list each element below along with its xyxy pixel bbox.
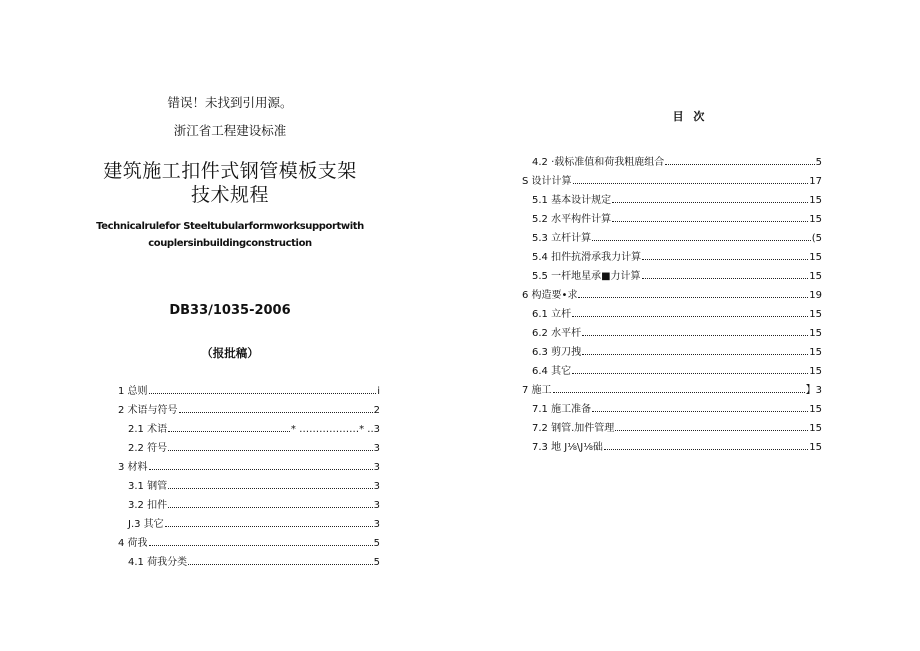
toc-dot-leader — [642, 270, 809, 279]
toc-dot-leader — [642, 251, 808, 260]
toc-entry-page: 15 — [809, 328, 822, 339]
toc-entry-page: 5 — [373, 557, 380, 568]
toc-dot-leader — [592, 232, 811, 241]
toc-entry-label: 5.5 一杆地星承■力计算 — [532, 271, 641, 282]
toc-entry[interactable] — [522, 381, 822, 400]
toc-entry-page: 3 — [373, 481, 380, 492]
toc-entry[interactable] — [522, 286, 822, 305]
draft-status: （报批稿） — [201, 346, 259, 360]
toc-entry[interactable] — [118, 515, 380, 534]
toc-entry[interactable] — [522, 343, 822, 362]
toc-dot-leader — [168, 480, 373, 489]
toc-dot-leader — [582, 327, 808, 336]
toc-entry-page: 3 — [373, 519, 380, 530]
toc-entry-page: 15 — [809, 442, 822, 453]
toc-dot-leader — [168, 423, 290, 432]
toc-entry-page: 5 — [815, 157, 822, 168]
toc-entry[interactable] — [522, 305, 822, 324]
toc-dot-leader — [604, 441, 808, 450]
toc-entry-page: 15 — [809, 214, 822, 225]
toc-entry[interactable] — [522, 438, 822, 457]
toc-entry-label: 6.4 其它 — [532, 366, 572, 377]
toc-entry-page: 3 — [373, 500, 380, 511]
toc-entry[interactable] — [118, 553, 380, 572]
english-title-line-1: Technicalrulefor Steeltubularformworksupportwith — [96, 221, 364, 232]
toc-title: 目 次 — [672, 110, 708, 123]
toc-dot-leader — [612, 213, 808, 222]
toc-dot-leader — [188, 556, 373, 565]
toc-dot-leader — [168, 442, 373, 451]
toc-entry-page: 17 — [809, 176, 822, 187]
toc-dot-leader — [572, 365, 808, 374]
english-title-line-2: couplersinbuildingconstruction — [148, 238, 312, 249]
organization-name: 浙江省工程建设标准 — [173, 123, 287, 138]
toc-entry-label: 2.2 符号 — [128, 443, 168, 454]
toc-entry-label: 3 材料 — [118, 462, 148, 473]
toc-entry-label: 3.2 扣件 — [128, 500, 168, 511]
toc-entry[interactable] — [522, 229, 822, 248]
toc-entry-label: J.3 其它 — [128, 519, 164, 530]
toc-entry[interactable] — [118, 496, 380, 515]
toc-entry-page: 19 — [809, 290, 822, 301]
toc-entry-label: 5.3 立杆计算 — [532, 233, 592, 244]
standard-code: DB33∕1035-2006 — [169, 303, 291, 318]
toc-entry[interactable] — [118, 534, 380, 553]
toc-entry[interactable] — [118, 420, 380, 439]
toc-entry-page: 15 — [809, 347, 822, 358]
toc-entry[interactable] — [522, 248, 822, 267]
toc-entry-page: 3 — [373, 443, 380, 454]
toc-entry-label: 3.1 钢管 — [128, 481, 168, 492]
toc-entry-label: 5.1 基本设计规定 — [532, 195, 612, 206]
toc-dot-leader — [168, 499, 373, 508]
toc-entry-label: S 设计计算 — [522, 176, 572, 187]
toc-dot-leader — [165, 518, 373, 527]
document-title-line-2: 技术规程 — [190, 184, 269, 206]
toc-entry-page: 15 — [809, 195, 822, 206]
toc-entry-label: 4.1 荷我分类 — [128, 557, 188, 568]
toc-dot-leader — [553, 384, 805, 393]
error-text: 错误！未找到引用源。 — [167, 95, 293, 110]
toc-list-left — [118, 382, 380, 572]
toc-entry[interactable] — [522, 324, 822, 343]
toc-dot-leader — [612, 194, 808, 203]
toc-entry[interactable] — [522, 153, 822, 172]
toc-dot-leader — [615, 422, 808, 431]
toc-entry-label: 5.2 水平构件计算 — [532, 214, 612, 225]
toc-entry-label: 6 构造要•求 — [522, 290, 578, 301]
toc-dot-leader — [149, 537, 373, 546]
toc-entry-page: 5 — [373, 538, 380, 549]
toc-entry-label: 2 术语与符号 — [118, 405, 178, 416]
toc-dot-leader — [572, 308, 808, 317]
toc-entry[interactable] — [522, 267, 822, 286]
toc-entry-page: 3 — [373, 462, 380, 473]
toc-dot-leader — [149, 385, 377, 394]
toc-entry-page: 15 — [809, 309, 822, 320]
toc-entry-page: 15 — [809, 366, 822, 377]
toc-dot-leader — [578, 289, 808, 298]
toc-dot-leader — [665, 156, 814, 165]
toc-entry[interactable] — [118, 458, 380, 477]
toc-entry-page: i — [377, 386, 380, 397]
toc-entry-page: 15 — [809, 423, 822, 434]
toc-entry-page: * ………………* ..3 — [290, 424, 380, 435]
toc-entry-page: 15 — [809, 252, 822, 263]
toc-dot-leader — [573, 175, 809, 184]
toc-entry-page: (5 — [811, 233, 822, 244]
toc-entry-label: 5.4 扣件抗滑承我力计算 — [532, 252, 642, 263]
toc-entry-label: 2.1 术语 — [128, 424, 168, 435]
toc-entry[interactable] — [522, 191, 822, 210]
toc-entry-label: 6.3 剪刀拽 — [532, 347, 582, 358]
toc-page — [460, 0, 920, 651]
toc-entry[interactable] — [522, 210, 822, 229]
toc-entry-page: 2 — [373, 405, 380, 416]
toc-entry[interactable] — [522, 172, 822, 191]
toc-entry-label: 1 总则 — [118, 386, 148, 397]
toc-entry-page: 】3 — [805, 385, 822, 396]
toc-entry[interactable] — [522, 419, 822, 438]
toc-entry[interactable] — [118, 382, 380, 401]
toc-entry-page: 15 — [809, 271, 822, 282]
toc-list-right — [522, 153, 822, 457]
toc-entry-label: 4 荷我 — [118, 538, 148, 549]
toc-entry-label: 7 施工 — [522, 385, 552, 396]
toc-dot-leader — [149, 461, 373, 470]
toc-entry-label: 7.3 地 J⅛\J⅛础 — [532, 442, 603, 453]
toc-entry[interactable] — [118, 477, 380, 496]
toc-entry-label: 7.1 施工准备 — [532, 404, 592, 415]
toc-entry[interactable] — [118, 401, 380, 420]
toc-entry-label: 6.1 立杆 — [532, 309, 572, 320]
document-title-line-1: 建筑施工扣件式钢管模板支架 — [103, 160, 357, 182]
toc-dot-leader — [179, 404, 373, 413]
toc-entry-label: 4.2 ·载标准值和荷我粗鹿组合 — [532, 157, 665, 168]
toc-entry[interactable] — [522, 400, 822, 419]
toc-dot-leader — [592, 403, 808, 412]
toc-entry-label: 6.2 水平杆 — [532, 328, 582, 339]
toc-entry-page: 15 — [809, 404, 822, 415]
toc-entry[interactable] — [118, 439, 380, 458]
toc-entry-label: 7.2 钢管.加件管理 — [532, 423, 615, 434]
toc-entry[interactable] — [522, 362, 822, 381]
toc-dot-leader — [582, 346, 808, 355]
